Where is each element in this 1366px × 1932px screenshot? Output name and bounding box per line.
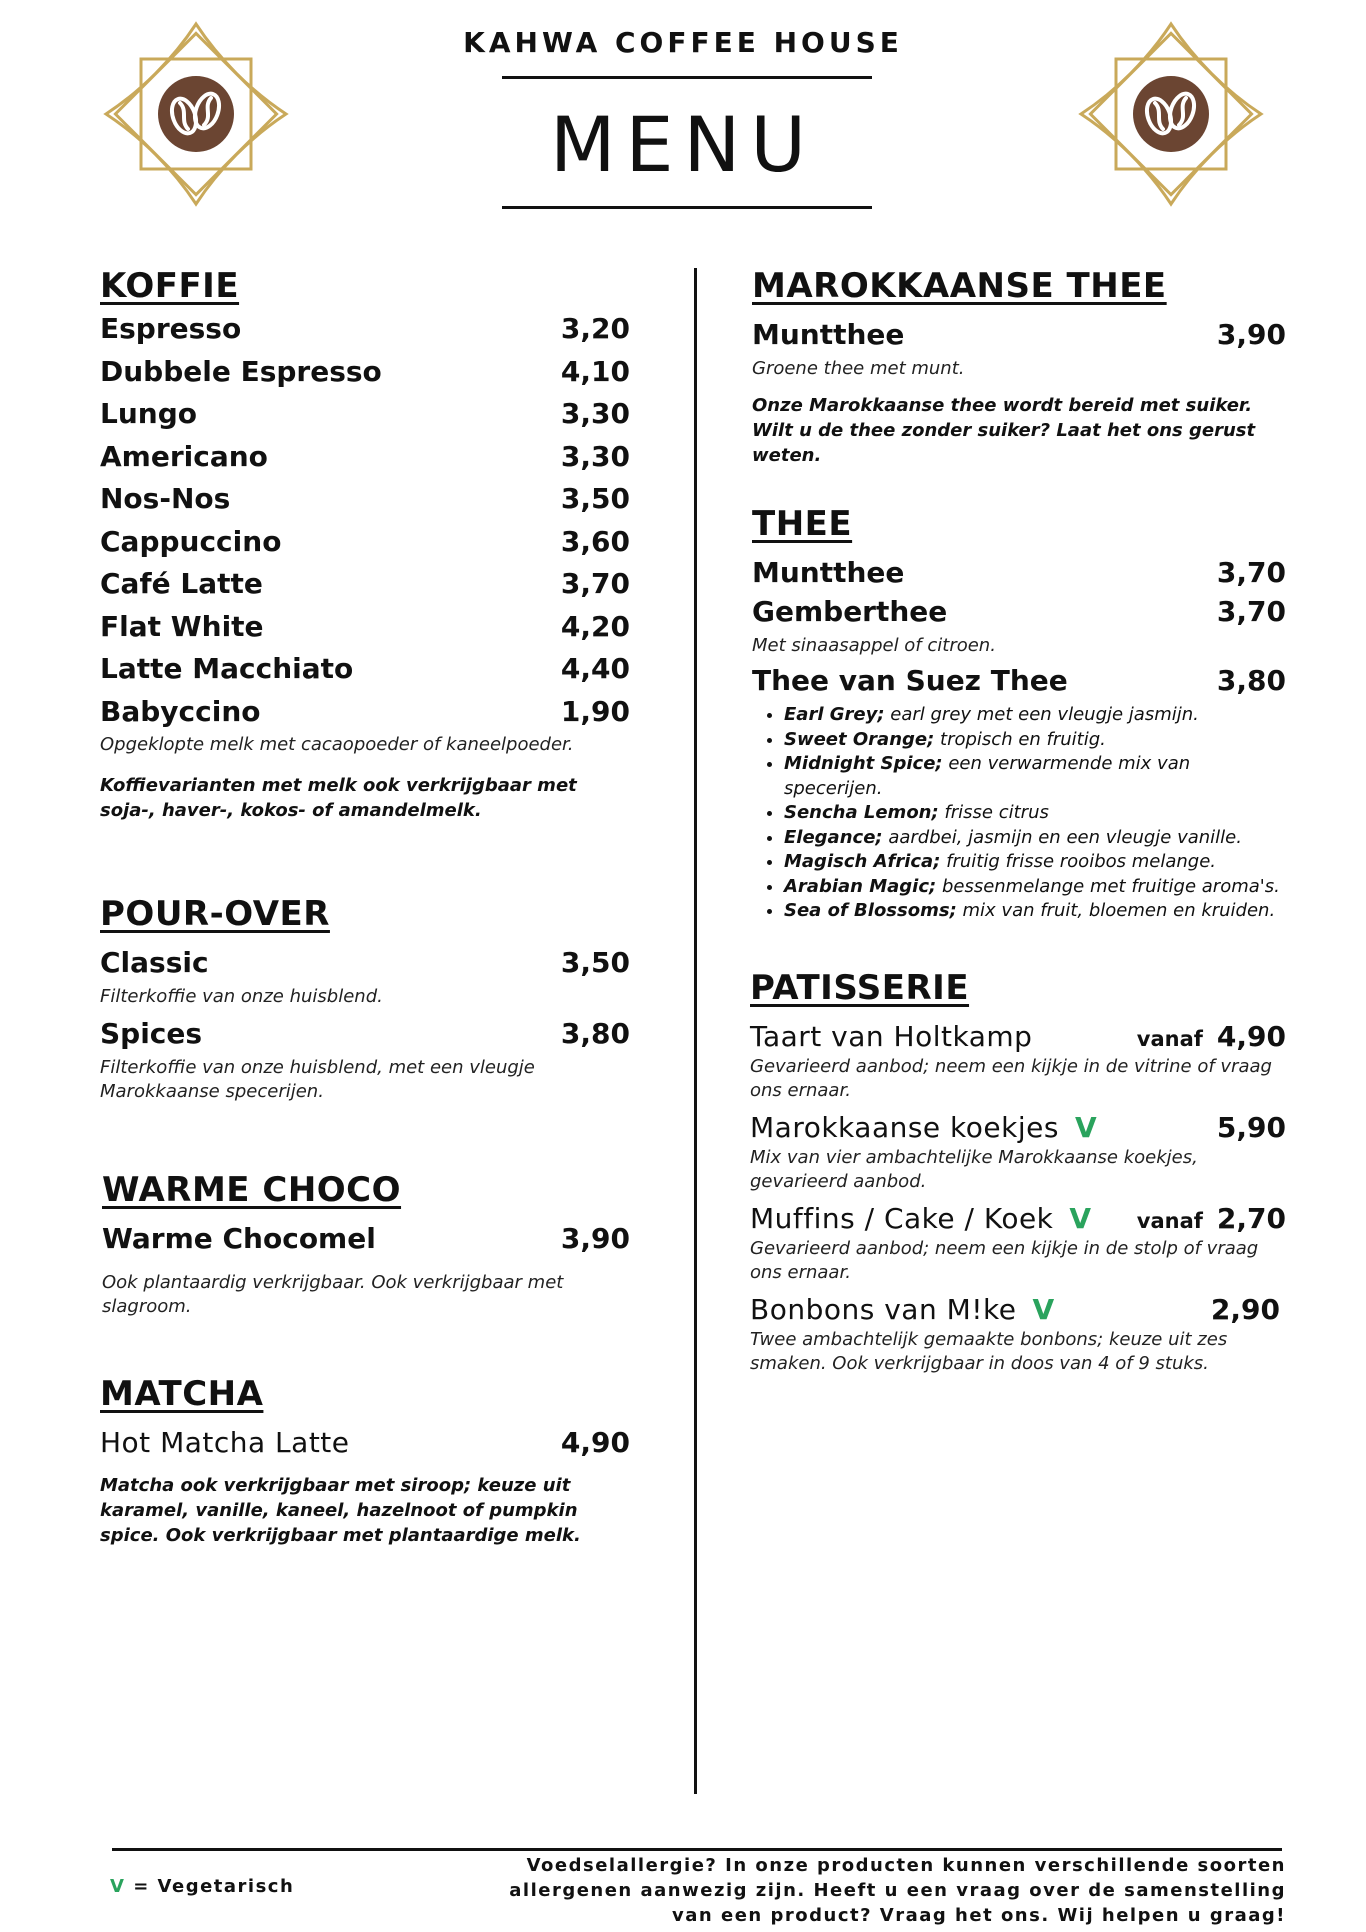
item-description: Opgeklopte melk met cacaopoeder of kaneelpoeder. bbox=[100, 733, 574, 755]
coffee-bean-logo-right-icon bbox=[1076, 19, 1266, 209]
menu-item: Muntthee 3,70 bbox=[752, 556, 1286, 589]
section-matcha bbox=[100, 1374, 630, 1548]
menu-item: Thee van Suez Thee 3,80 bbox=[752, 664, 1286, 697]
section-title: THEE bbox=[752, 504, 853, 544]
menu-item: Hot Matcha Latte 4,90 bbox=[100, 1426, 630, 1459]
menu-item: Gemberthee 3,70 bbox=[752, 595, 1286, 628]
section-note: Matcha ook verkrijgbaar met siroop; keuze uit karamel, vanille, kaneel, hazelnoot of pumpkin spice. Ook verkrijgbaar met plantaardige melk. bbox=[100, 1475, 581, 1546]
section-marokkaanse-thee bbox=[752, 266, 1286, 468]
menu-item: Muntthee 3,90 bbox=[752, 318, 1286, 351]
item-description: Gevarieerd aanbod; neem een kijkje in de vitrine of vraag ons ernaar. bbox=[750, 1056, 1272, 1101]
allergy-notice: Voedselallergie? In onze producten kunnen verschillende soorten allergenen aanwezig zijn. Heeft u een vraag over de samenstelling van een product? Vraag het ons. Wij helpen u graag! bbox=[509, 1855, 1286, 1926]
list-item: • Midnight Spice; een verwarmende mix van specerijen. bbox=[784, 752, 1286, 801]
footer-rule bbox=[112, 1848, 1282, 1851]
section-title: MAROKKAANSE THEE bbox=[752, 266, 1167, 306]
vegetarian-badge: V bbox=[1074, 1111, 1098, 1144]
column-divider bbox=[694, 268, 697, 1794]
tea-variety-list bbox=[752, 703, 1286, 924]
section-title: POUR-OVER bbox=[100, 894, 330, 934]
list-item: • Arabian Magic; bessenmelange met fruitige aroma's. bbox=[784, 875, 1286, 900]
list-item: • Earl Grey; earl grey met een vleugje jasmijn. bbox=[784, 703, 1286, 728]
item-description: Ook plantaardig verkrijgbaar. Ook verkrijgbaar met slagroom. bbox=[102, 1272, 564, 1317]
item-description: Filterkoffie van onze huisblend. bbox=[100, 986, 383, 1007]
section-patisserie bbox=[750, 968, 1286, 1376]
section-koffie bbox=[100, 266, 630, 823]
section-title: WARME CHOCO bbox=[102, 1170, 402, 1210]
item-description: Twee ambachtelijk gemaakte bonbons; keuze uit zes smaken. Ook verkrijgbaar in doos van 4 of 9 stuks. bbox=[750, 1329, 1228, 1374]
item-description: Mix van vier ambachtelijke Marokkaanse koekjes, gevarieerd aanbod. bbox=[750, 1147, 1198, 1192]
menu-item: Babyccino 1,90 bbox=[100, 694, 630, 728]
page-title: MENU bbox=[549, 100, 817, 189]
section-title: KOFFIE bbox=[100, 266, 240, 306]
coffee-bean-logo-left-icon bbox=[101, 19, 291, 209]
menu-item: Warme Chocomel 3,90 bbox=[102, 1222, 630, 1255]
vegetarian-badge: V bbox=[1032, 1293, 1055, 1326]
header-rule-top bbox=[502, 76, 872, 79]
vegetarian-badge: V bbox=[1069, 1202, 1092, 1235]
item-description: Groene thee met munt. bbox=[752, 358, 965, 379]
list-item: • Magisch Africa; fruitig frisse rooibos melange. bbox=[784, 850, 1286, 875]
list-item: • Sea of Blossoms; mix van fruit, bloemen en kruiden. bbox=[784, 899, 1286, 924]
header-rule-bottom bbox=[502, 206, 872, 209]
menu-item: Espresso 3,20 bbox=[100, 312, 630, 345]
menu-item: Cappuccino 3,60 bbox=[100, 524, 630, 558]
menu-item: Bonbons van M!ke V 2,90 bbox=[750, 1293, 1280, 1326]
menu-item: Café Latte 3,70 bbox=[100, 567, 630, 600]
menu-item: Taart van Holtkamp vanaf 4,90 bbox=[750, 1020, 1286, 1053]
item-description: Met sinaasappel of citroen. bbox=[752, 635, 996, 656]
list-item: • Elegance; aardbei, jasmijn en een vleugje vanille. bbox=[784, 826, 1286, 851]
section-pour-over bbox=[100, 894, 630, 1104]
menu-item: Nos-Nos 3,50 bbox=[100, 482, 630, 515]
menu-item: Classic 3,50 bbox=[100, 946, 630, 979]
item-description: Gevarieerd aanbod; neem een kijkje in de stolp of vraag ons ernaar. bbox=[750, 1238, 1259, 1283]
section-warme-choco bbox=[102, 1170, 630, 1319]
list-item: • Sencha Lemon; frisse citrus bbox=[784, 801, 1286, 826]
section-note: Koffievarianten met melk ook verkrijgbaar met soja-, haver-, kokos- of amandelmelk. bbox=[100, 774, 577, 821]
menu-item: Lungo 3,30 bbox=[100, 397, 630, 430]
menu-item: Marokkaanse koekjes V 5,90 bbox=[750, 1111, 1286, 1144]
list-item: • Sweet Orange; tropisch en fruitig. bbox=[784, 728, 1286, 753]
menu-item: Muffins / Cake / Koek V vanaf 2,70 bbox=[750, 1202, 1286, 1235]
menu-item: Latte Macchiato 4,40 bbox=[100, 652, 630, 685]
menu-item: Spices 3,80 bbox=[100, 1017, 630, 1050]
brand-name: KAHWA COFFEE HOUSE bbox=[463, 26, 903, 59]
vegetarian-legend: V = Vegetarisch bbox=[110, 1876, 295, 1897]
menu-item: Americano 3,30 bbox=[100, 439, 630, 473]
item-description: Filterkoffie van onze huisblend, met een vleugje Marokkaanse specerijen. bbox=[100, 1057, 535, 1102]
section-title: MATCHA bbox=[100, 1374, 264, 1414]
section-title: PATISSERIE bbox=[750, 968, 970, 1008]
menu-item: Dubbele Espresso 4,10 bbox=[100, 354, 630, 388]
menu-item: Flat White 4,20 bbox=[100, 609, 630, 643]
section-thee bbox=[752, 504, 1286, 924]
section-note: Onze Marokkaanse thee wordt bereid met suiker. Wilt u de thee zonder suiker? Laat het ons gerust weten. bbox=[752, 395, 1256, 466]
